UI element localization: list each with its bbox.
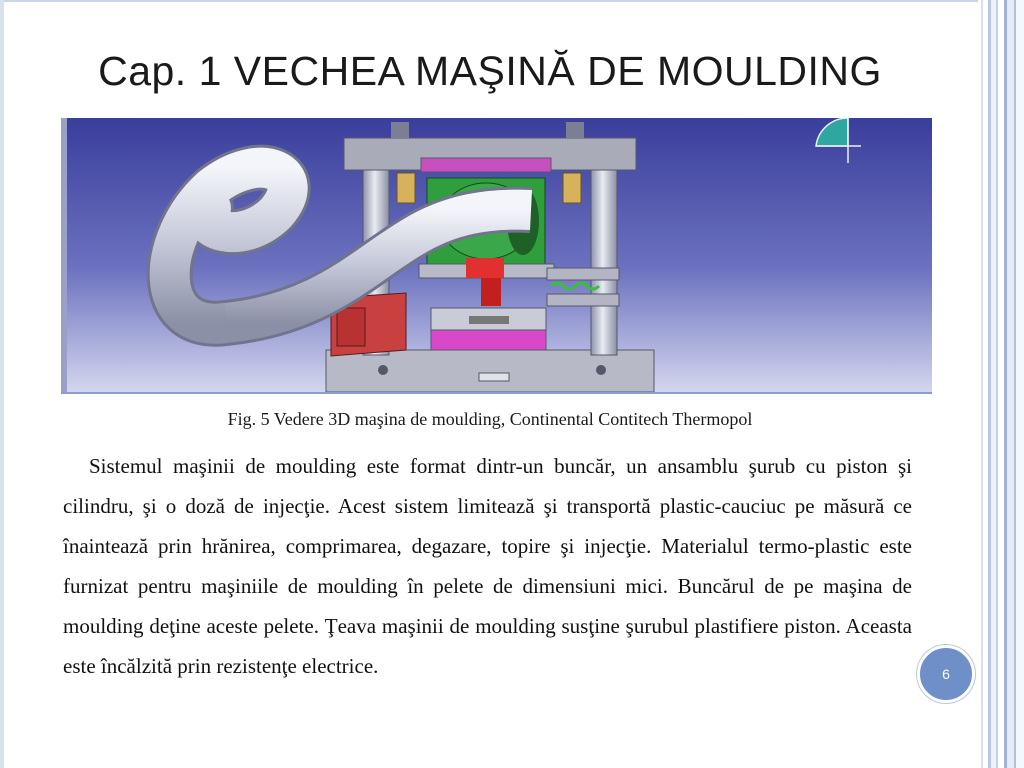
machine-3d-render <box>61 118 932 392</box>
page-number-badge: 6 <box>917 645 975 703</box>
right-decorative-border <box>978 0 1024 768</box>
left-border <box>0 0 4 768</box>
slide-title: Cap. 1 VECHEA MAŞINĂ DE MOULDING <box>98 48 882 94</box>
machine-3d-figure <box>61 118 932 394</box>
top-stripe <box>0 0 1024 2</box>
figure-caption: Fig. 5 Vedere 3D maşina de moulding, Continental Contitech Thermopol <box>227 409 753 429</box>
body-paragraph: Sistemul maşinii de moulding este format dintr-un buncăr, un ansamblu şurub cu piston şi cilindru, şi o doză de injecţie. Acest sistem limitează şi transportă plastic-cauciuc pe măsură ce înaintează prin hrănirea, comprimarea, degazare, topire şi injecţie. Materialul termo-plastic este furnizat pentru maşiniile de moulding în pelete de dimensiuni mici. Buncărul de pe maşina de moulding deţine aceste pelete. Ţeava maşinii de moulding susţine şurubul plastifiere piston. Aceasta este încălzită prin rezistenţe electrice. <box>63 454 912 678</box>
